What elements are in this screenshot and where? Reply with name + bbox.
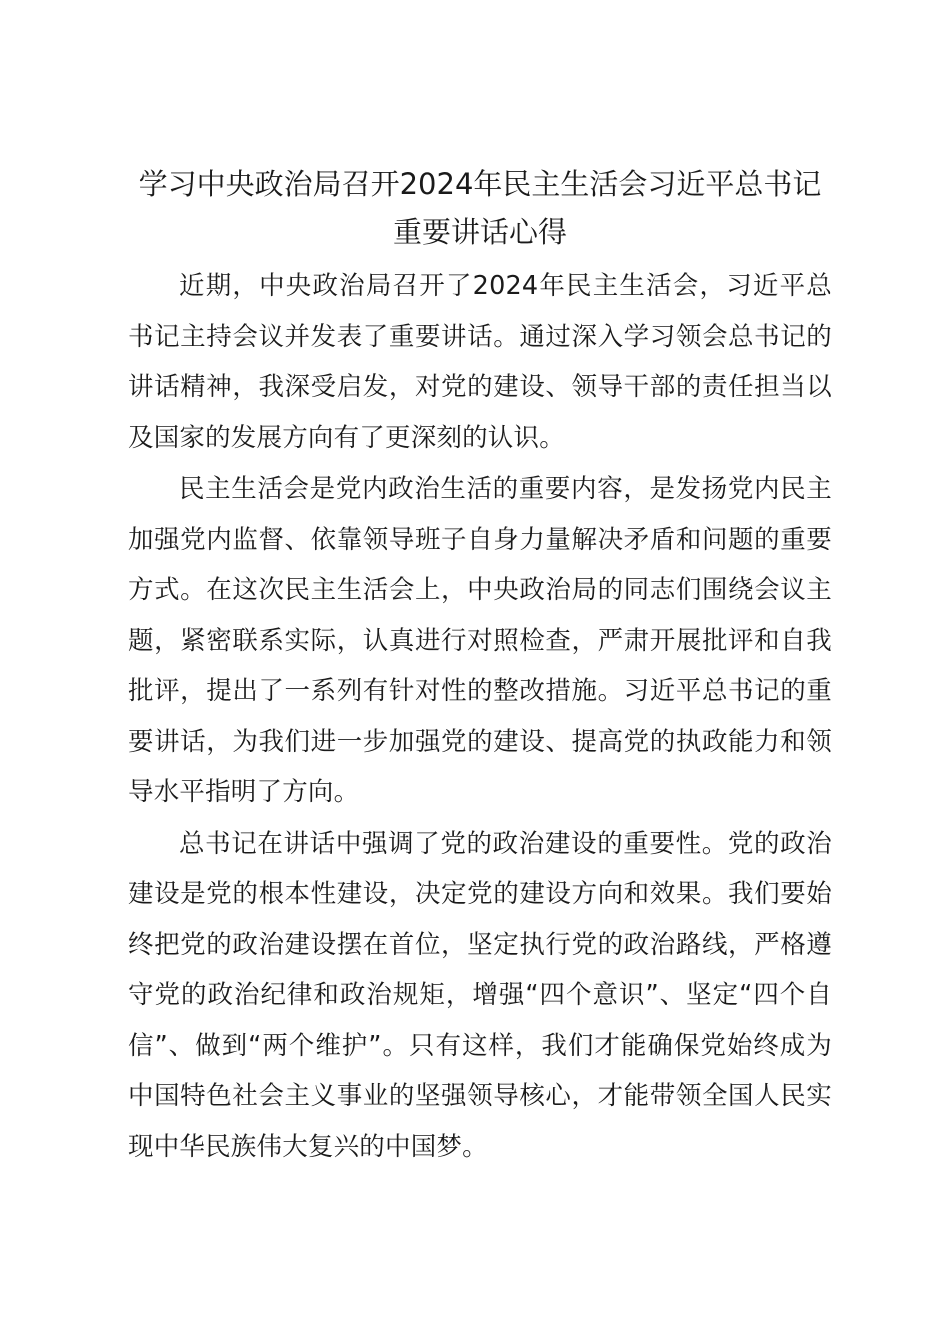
document-title [90, 160, 870, 256]
paragraph-2: 民主生活会是党内政治生活的重要内容，是发扬党内民主加强党内监督、依靠领导班子自身力量解决矛盾和问题的重要方式。在这次民主生活会上，中央政治局的同志们围绕会议主题，紧密联系实际，认真进行对照检查，严肃开展批评和自我批评，提出了一系列有针对性的整改措施。习近平总书记的重要讲话，为我们进一步加强党的建设、提高党的执政能力和领导水平指明了方向。 [128, 474, 832, 807]
title-line-2: 重要讲话心得 [392, 215, 567, 249]
paragraph-3: 总书记在讲话中强调了党的政治建设的重要性。党的政治建设是党的根本性建设，决定党的建设方向和效果。我们要始终把党的政治建设摆在首位，坚定执行党的政治路线，严格遵守党的政治纪律和政治规矩，增强“四个意识”、坚定“四个自信”、做到“两个维护”。只有这样，我们才能确保党始终成为中国特色社会主义事业的坚强领导核心，才能带领全国人民实现中华民族伟大复兴的中国梦。 [128, 828, 832, 1162]
paragraph-1: 近期，中央政治局召开了2024年民主生活会，习近平总书记主持会议并发表了重要讲话。通过深入学习领会总书记的讲话精神，我深受启发，对党的建设、领导干部的责任担当以及国家的发展方向有了更深刻的认识。 [128, 271, 832, 453]
title-line-1: 学习中央政治局召开2024年民主生活会习近平总书记 [138, 167, 822, 201]
document-body [128, 160, 832, 1172]
